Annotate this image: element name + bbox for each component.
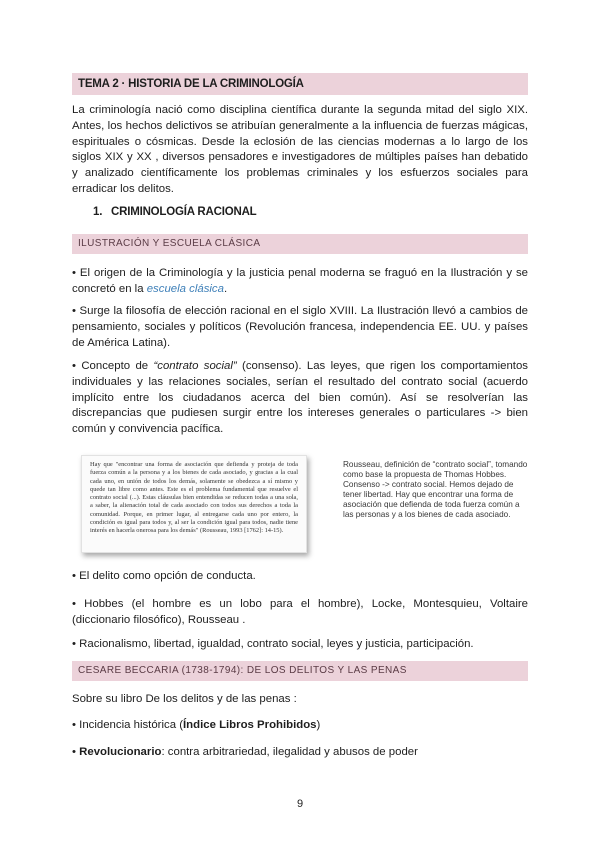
chapter-title: TEMA 2 · HISTORIA DE LA CRIMINOLOGÍA <box>78 78 304 90</box>
revolucionario-term: Revolucionario <box>79 746 162 758</box>
chapter-heading-band <box>72 73 528 95</box>
indice-libros-prohibidos: Índice Libros Prohibidos <box>182 719 317 731</box>
bullet-revolucionario-text: : contra arbitrariedad, ilegalidad y abusos de poder <box>161 746 418 758</box>
bullet-revolucionario-mark: • <box>72 746 80 758</box>
subsection-title-beccaria: CESARE BECCARIA (1738-1794): DE LOS DELITOS Y LAS PENAS <box>78 665 407 676</box>
beccaria-intro: Sobre su libro De los delitos y de las penas : <box>72 693 297 705</box>
bullet-contrato-rest: (consenso). Las leyes, que rigen los comportamientos individuales y las relaciones sociales, serían el resultado del contrato social (acuerdo implícito entre los ciudadanos acerca del bien común). Así se resolverían las discrepancias que pudiesen surgir entre los intereses generales o particulares -> bien común y convivencia pacífica. <box>72 360 529 436</box>
bullet-delito: • El delito como opción de conducta. <box>72 570 256 582</box>
section-heading <box>93 206 257 218</box>
section-title: CRIMINOLOGÍA RACIONAL <box>111 206 257 218</box>
page-number: 9 <box>296 798 304 810</box>
bullet-revolucionario <box>72 745 528 761</box>
escuela-clasica-link[interactable]: escuela clásica <box>146 282 224 295</box>
subsection-band-ilustracion <box>72 234 528 254</box>
bullet-filosofia: • Surge la filosofía de elección racional en el siglo XVIII. La Ilustración llevó a cambios de pensamiento, sociales y políticos (Revolución francesa, independencia EE. UU. y países de América Latina). <box>72 305 528 349</box>
bullet-contrato-text: • Concepto de <box>72 360 154 372</box>
subsection-title-ilustracion: ILUSTRACIÓN Y ESCUELA CLÁSICA <box>78 238 261 249</box>
bullet-hobbes: • Hobbes (el hombre es un lobo para el hombre), Locke, Montesquieu, Voltaire (diccionario filosófico), Rousseau . <box>72 598 528 626</box>
subsection-band-beccaria <box>72 661 528 681</box>
section-number: 1. <box>93 206 103 218</box>
rousseau-quote-image: Hay que "encontrar una forma de asociación que defienda y proteja de toda fuerza común a la persona y a los bienes de cada asociado, y gracias a la cual cada uno, en unión de todos los demás, solamente se obedezca a sí mismo y quede tan libre como antes. Este es el problema fundamental que resuelve el contrato social (...). Estas cláusulas bien entendidas se reducen todas a una sola, a saber, la alienación total de cada asociado con todos sus derechos a toda la comunidad. Porque, en primer lugar, al entregarse cada uno por entero, la condición es igual para todos y, al ser la condición igual para todos, nadie tiene interés en hacerla onerosa para los demás" (Rousseau, 1993 [1762]: 14-15). <box>81 455 307 553</box>
bullet-contrato <box>72 359 528 438</box>
bullet-origen-text: • El origen de la Criminología y la justicia penal moderna se fraguó en la Ilustración y se concretó en la <box>72 267 528 295</box>
bullet-incidencia-text: • Incidencia histórica ( <box>72 719 183 731</box>
bullet-origen-end: . <box>223 282 228 295</box>
bullet-racionalismo: • Racionalismo, libertad, igualdad, contrato social, leyes y justicia, participación. <box>72 638 474 650</box>
bullet-origen <box>72 266 528 298</box>
intro-paragraph: La criminología nació como disciplina científica durante la segunda mitad del siglo XIX. Antes, los hechos delictivos se atribuían generalmente a la influencia de fuerzas mágicas, espirituales o cósmicas. Desde la eclosión de las ciencias modernas a lo largo de los siglos XIX y XX , diversos pensadores e investigadores de múltiples países han debatido y analizado científicamente los problemas criminales y los esfuerzos sociales para erradicar los delitos. <box>72 104 528 195</box>
bullet-incidencia <box>72 718 528 734</box>
contrato-social-term: “contrato social” <box>153 360 237 372</box>
bullet-incidencia-end: ) <box>316 719 321 731</box>
rousseau-caption: Rousseau, definición de “contrato social”, tomando como base la propuesta de Thomas Hobbes. Consenso -> contrato social. Hemos dejado de tener libertad. Hay que encontrar una forma de asociación que defienda de toda fuerza común a las personas y a los bienes de cada asociado. <box>343 460 528 519</box>
